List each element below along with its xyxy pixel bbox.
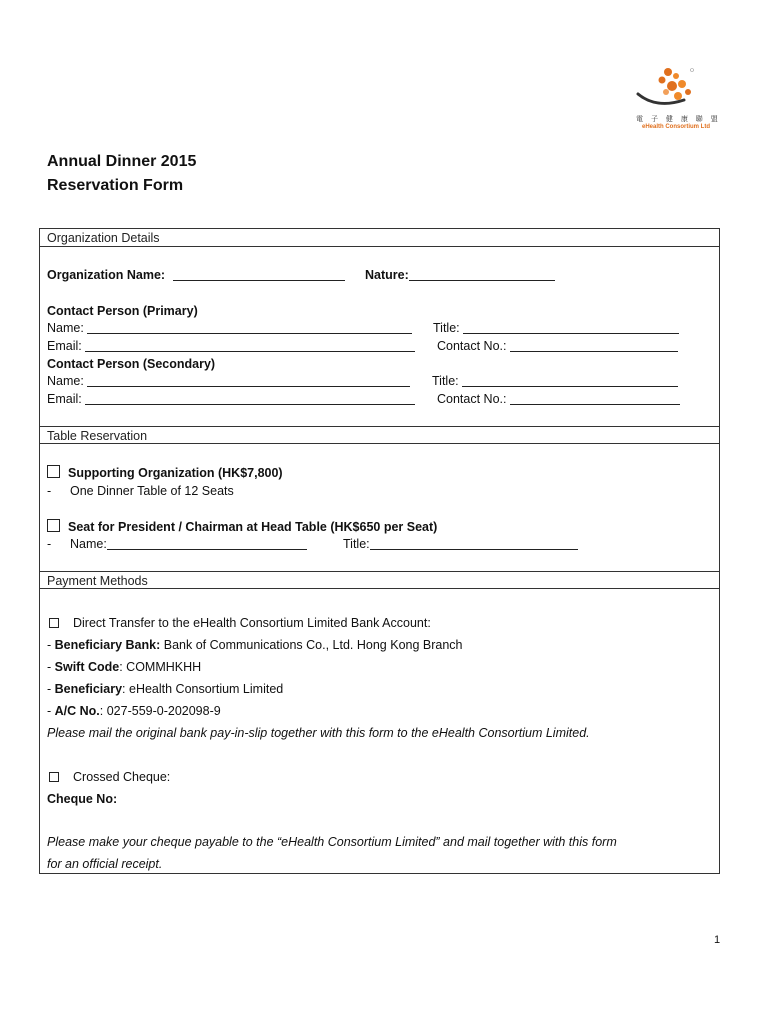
crossed-cheque-label: Crossed Cheque: — [73, 770, 171, 784]
page-number: 1 — [714, 934, 721, 946]
direct-transfer-label: Direct Transfer to the eHealth Consortium Limited Bank Account: — [73, 616, 431, 630]
mail-slip-note: Please mail the original bank pay-in-slip together with this form to the eHealth Consortium Limited. — [47, 726, 590, 740]
organization-name-label: Organization Name: — [47, 268, 166, 282]
secondary-name-field[interactable] — [87, 373, 410, 387]
beneficiary-bank-value: Bank of Communications Co., Ltd. Hong Kong Branch — [163, 638, 463, 652]
bullet-dash: - — [47, 537, 52, 551]
organization-details-header: Organization Details — [40, 229, 719, 247]
direct-transfer-option[interactable] — [49, 614, 431, 632]
account-number-row — [47, 702, 221, 720]
crossed-cheque-option[interactable] — [49, 768, 170, 786]
ehealth-logo — [632, 64, 721, 138]
secondary-email-field[interactable] — [85, 391, 415, 405]
logo-english-text: eHealth Consortium Ltd — [641, 124, 710, 130]
bullet-dash: - — [47, 682, 55, 696]
primary-title-label: Title: — [433, 321, 460, 335]
secondary-title-row — [432, 372, 678, 390]
primary-name-field[interactable] — [87, 320, 412, 334]
secondary-contact-heading: Contact Person (Secondary) — [47, 357, 216, 371]
table-reservation-header: Table Reservation — [40, 426, 719, 444]
crossed-cheque-checkbox[interactable] — [49, 772, 59, 782]
secondary-contact-field[interactable] — [510, 391, 680, 405]
primary-title-field[interactable] — [463, 320, 679, 334]
bullet-dash: - — [47, 484, 52, 498]
head-table-name-row — [47, 535, 307, 553]
beneficiary-bank-label: Beneficiary Bank: — [54, 638, 161, 652]
primary-email-row — [47, 337, 415, 355]
primary-contact-row — [437, 337, 678, 355]
head-table-seat-option[interactable] — [47, 518, 437, 536]
primary-name-label: Name: — [47, 321, 84, 335]
organization-name-field[interactable] — [173, 267, 345, 281]
head-table-title-field[interactable] — [370, 536, 578, 550]
supporting-organization-label: Supporting Organization (HK$7,800) — [68, 466, 283, 480]
primary-email-field[interactable] — [85, 338, 415, 352]
head-table-title-label: Title: — [343, 537, 370, 551]
head-table-name-label: Name: — [70, 537, 107, 551]
direct-transfer-checkbox[interactable] — [49, 618, 59, 628]
supporting-organization-checkbox[interactable] — [47, 465, 60, 478]
organization-name-row — [47, 266, 345, 284]
logo-chinese-text: 電 子 健 康 聯 盟 — [636, 116, 721, 123]
secondary-title-field[interactable] — [462, 373, 678, 387]
secondary-email-row — [47, 390, 415, 408]
cheque-number-label: Cheque No: — [47, 792, 118, 806]
bullet-dash: - — [47, 704, 55, 718]
swift-code-value: : COMMHKHH — [119, 660, 202, 674]
head-table-name-field[interactable] — [107, 536, 307, 550]
secondary-contact-row — [437, 390, 680, 408]
dinner-table-note-text: One Dinner Table of 12 Seats — [70, 484, 234, 498]
title-line-2: Reservation Form — [47, 177, 184, 194]
beneficiary-row — [47, 680, 283, 698]
account-number-label: A/C No. — [54, 704, 100, 718]
secondary-name-label: Name: — [47, 374, 84, 388]
cheque-note-line-1: Please make your cheque payable to the “eHealth Consortium Limited” and mail together with this form — [47, 835, 617, 849]
beneficiary-value: : eHealth Consortium Limited — [122, 682, 284, 696]
primary-contact-label: Contact No.: — [437, 339, 507, 353]
cheque-note-line-2: for an official receipt. — [47, 857, 163, 871]
secondary-title-label: Title: — [432, 374, 459, 388]
swift-code-label: Swift Code — [54, 660, 120, 674]
nature-field[interactable] — [409, 267, 555, 281]
head-table-seat-checkbox[interactable] — [47, 519, 60, 532]
payment-methods-header: Payment Methods — [40, 571, 719, 589]
swift-code-row — [47, 658, 201, 676]
beneficiary-label: Beneficiary — [54, 682, 123, 696]
primary-contact-heading: Contact Person (Primary) — [47, 304, 198, 318]
beneficiary-bank-row — [47, 636, 463, 654]
dinner-table-note — [47, 482, 234, 500]
head-table-seat-label: Seat for President / Chairman at Head Table (HK$650 per Seat) — [68, 520, 438, 534]
secondary-contact-label: Contact No.: — [437, 392, 507, 406]
logo-mark-icon — [632, 64, 716, 114]
secondary-email-label: Email: — [47, 392, 82, 406]
reservation-form — [39, 228, 720, 874]
account-number-value: : 027-559-0-202098-9 — [99, 704, 221, 718]
nature-label: Nature: — [365, 268, 409, 282]
title-line-1: Annual Dinner 2015 — [47, 153, 197, 170]
secondary-name-row — [47, 372, 410, 390]
head-table-title-row — [343, 535, 578, 553]
form-title — [47, 150, 196, 198]
supporting-organization-option[interactable] — [47, 464, 283, 482]
bullet-dash: - — [47, 660, 55, 674]
bullet-dash: - — [47, 638, 55, 652]
nature-row — [365, 266, 555, 284]
primary-contact-field[interactable] — [510, 338, 678, 352]
primary-name-row — [47, 319, 412, 337]
primary-email-label: Email: — [47, 339, 82, 353]
primary-title-row — [433, 319, 679, 337]
